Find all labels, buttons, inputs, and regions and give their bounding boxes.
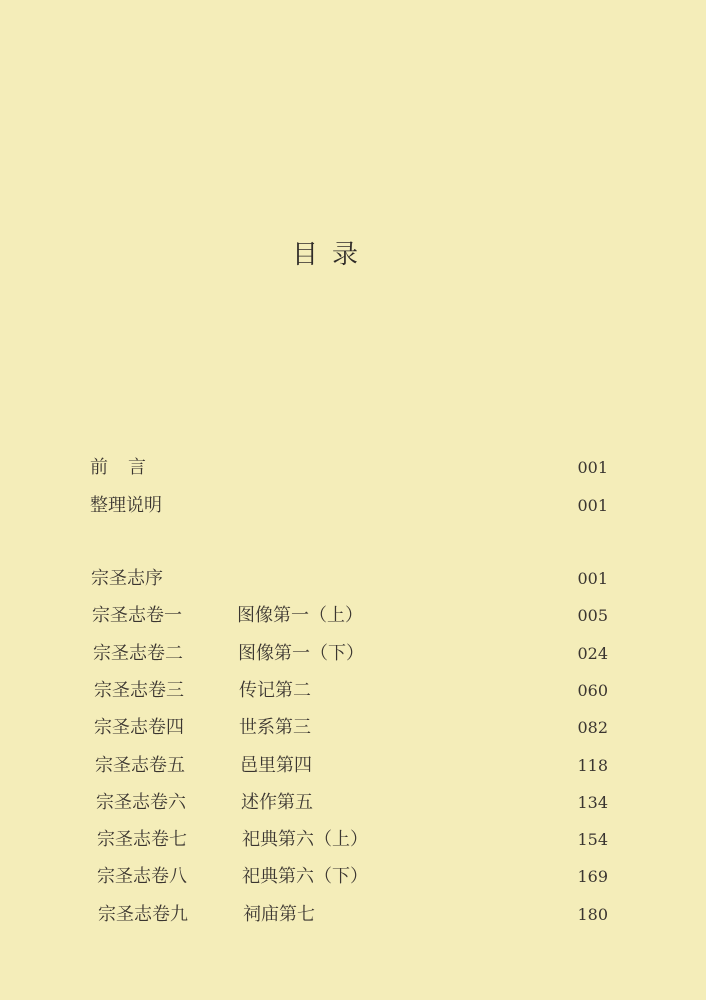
toc-entry-volume-6 bbox=[96, 790, 608, 816]
toc-entry-volume: 宗圣志卷七 bbox=[97, 829, 187, 850]
toc-entry-volume: 宗圣志卷三 bbox=[94, 680, 184, 701]
toc-entry-volume: 宗圣志卷六 bbox=[96, 792, 186, 813]
toc-entry-page: 001 bbox=[577, 569, 608, 588]
toc-entry-chapter: 传记第二 bbox=[239, 680, 311, 701]
toc-entry-chapter: 述作第五 bbox=[241, 792, 313, 813]
toc-entry-page: 118 bbox=[577, 756, 608, 775]
toc-entry-volume: 前言 bbox=[90, 457, 166, 478]
toc-entry-page: 060 bbox=[577, 681, 608, 700]
toc-entry-volume: 宗圣志卷四 bbox=[94, 717, 184, 738]
toc-entry-page: 134 bbox=[577, 793, 608, 812]
toc-entry-volume: 宗圣志序 bbox=[91, 568, 163, 589]
toc-entry-chapter: 祀典第六（下） bbox=[242, 866, 368, 887]
toc-entry-volume: 宗圣志卷一 bbox=[92, 605, 182, 626]
toc-title: 目录 bbox=[292, 240, 373, 270]
toc-entry-foreword bbox=[91, 566, 608, 592]
toc-entry-volume: 宗圣志卷九 bbox=[98, 904, 188, 925]
toc-entry-chapter: 邑里第四 bbox=[240, 755, 312, 776]
toc-entry-volume-9 bbox=[98, 902, 608, 928]
toc-entry-page: 154 bbox=[577, 830, 608, 849]
toc-entry-chapter: 祀典第六（上） bbox=[242, 829, 368, 850]
toc-entry-volume-2 bbox=[93, 641, 608, 667]
toc-entry-page: 001 bbox=[577, 458, 608, 477]
toc-entry-volume: 整理说明 bbox=[90, 495, 162, 516]
toc-entry-page: 005 bbox=[577, 606, 608, 625]
toc-entry-chapter: 图像第一（上） bbox=[237, 605, 363, 626]
toc-entry-volume-7 bbox=[97, 827, 608, 853]
toc-entry-volume-5 bbox=[95, 753, 608, 779]
toc-entry-chapter: 世系第三 bbox=[239, 717, 311, 738]
toc-entry-volume-1 bbox=[92, 603, 608, 629]
toc-entry-editorial-notes bbox=[90, 493, 608, 519]
toc-entry-preface bbox=[90, 455, 608, 481]
toc-entry-page: 001 bbox=[577, 496, 608, 515]
toc-entry-page: 082 bbox=[577, 718, 608, 737]
toc-entry-page: 024 bbox=[577, 644, 608, 663]
toc-entry-volume: 宗圣志卷二 bbox=[93, 643, 183, 664]
toc-entry-page: 169 bbox=[577, 867, 608, 886]
toc-entry-chapter: 图像第一（下） bbox=[238, 643, 364, 664]
toc-entry-page: 180 bbox=[577, 905, 608, 924]
toc-entry-volume-4 bbox=[94, 715, 608, 741]
toc-entry-volume-8 bbox=[97, 864, 608, 890]
toc-entry-chapter: 祠庙第七 bbox=[243, 904, 315, 925]
toc-entry-volume-3 bbox=[94, 678, 608, 704]
toc-entry-volume: 宗圣志卷八 bbox=[97, 866, 187, 887]
toc-entry-volume: 宗圣志卷五 bbox=[95, 755, 185, 776]
